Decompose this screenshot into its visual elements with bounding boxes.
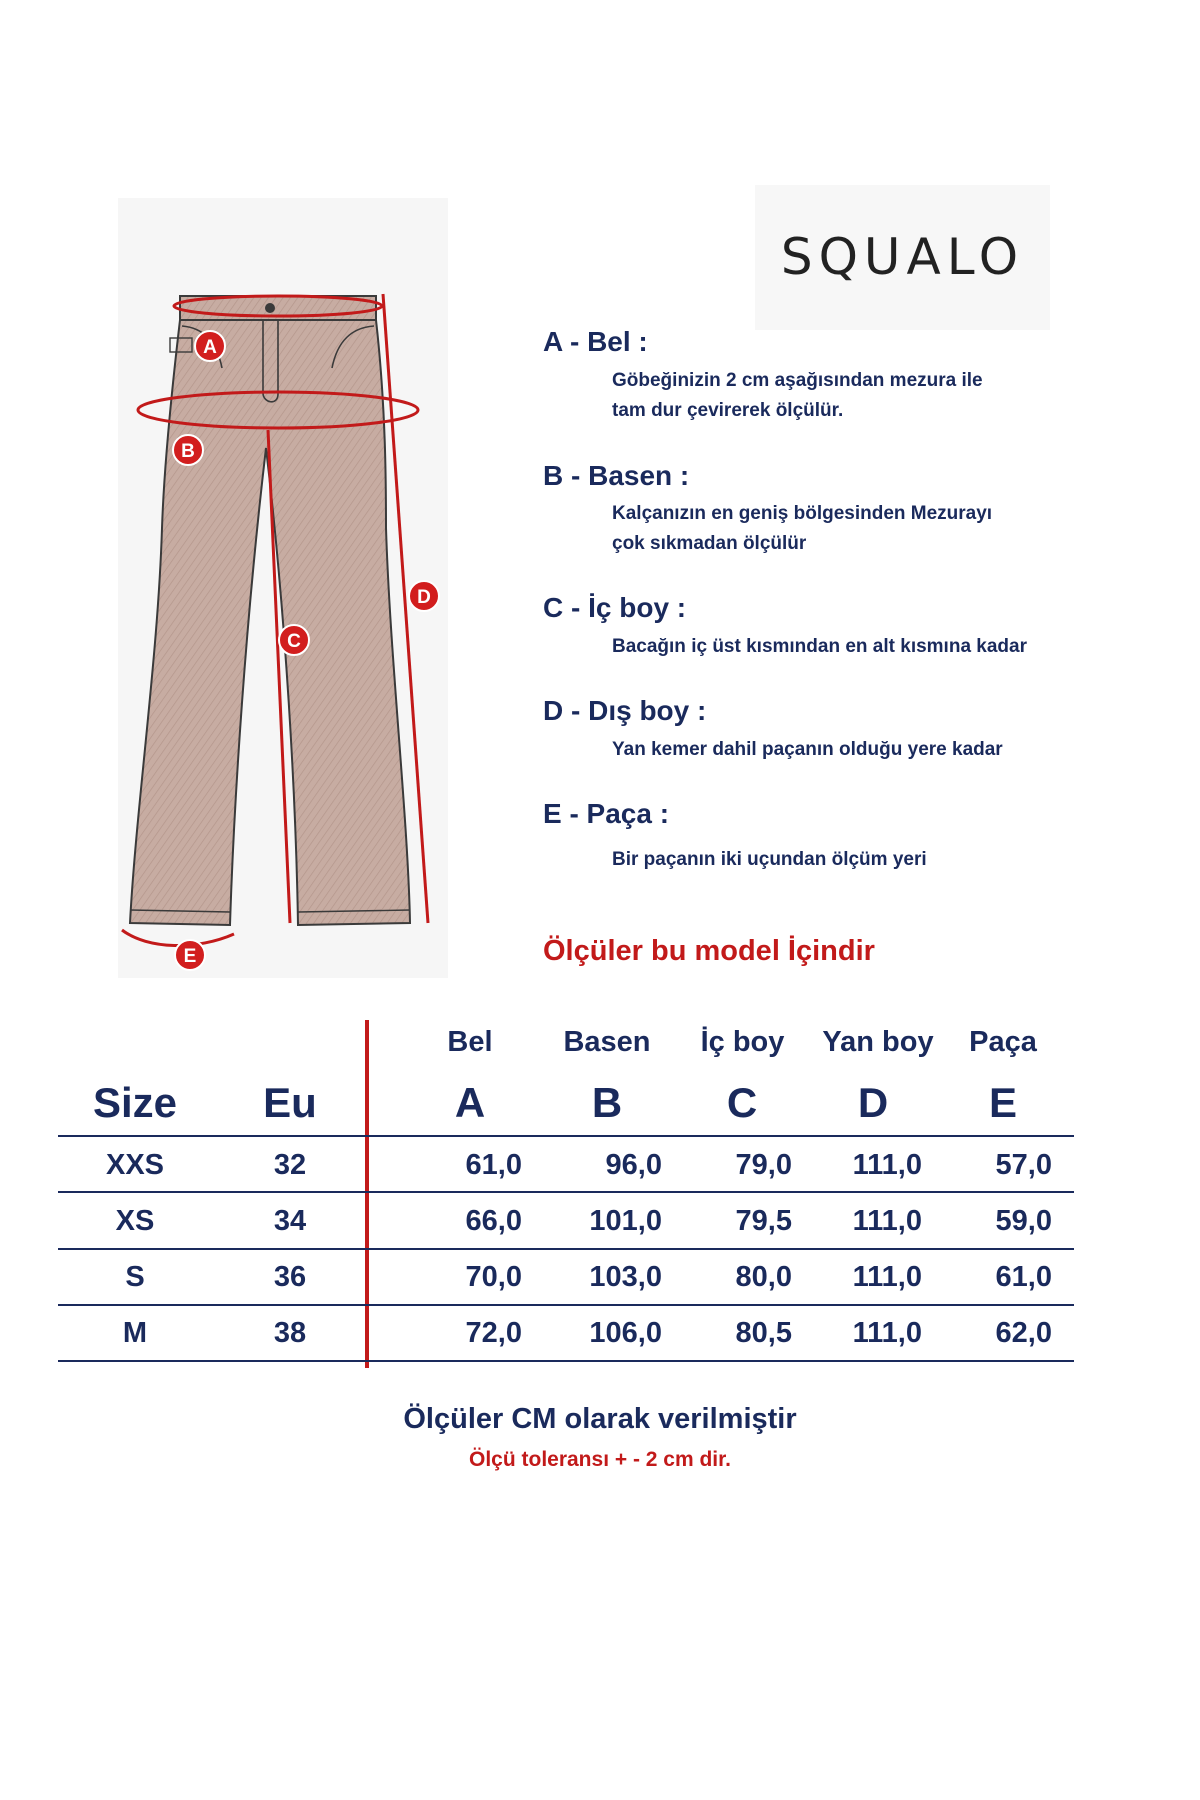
svg-text:B: B — [181, 441, 195, 462]
measurement-a-desc-line2: tam dur çevirerek ölçülür. — [612, 400, 844, 421]
cell-b: 101,0 — [589, 1205, 662, 1237]
cell-e: 61,0 — [995, 1261, 1052, 1293]
header-yan-boy: Yan boy — [822, 1026, 934, 1058]
cell-d: 111,0 — [852, 1149, 922, 1181]
measurement-e-title: E - Paça : — [543, 798, 670, 829]
measurement-c-desc-line1: Bacağın iç üst kısmından en alt kısmına kadar — [612, 636, 1027, 657]
cell-d: 111,0 — [852, 1261, 922, 1293]
header-bel: Bel — [447, 1026, 493, 1058]
table-rule — [58, 1135, 1074, 1137]
cell-eu: 36 — [273, 1261, 307, 1293]
measurement-a-desc-line1: Göbeğinizin 2 cm aşağısından mezura ile — [612, 370, 983, 391]
table-divider — [365, 1020, 369, 1368]
header-e: E — [988, 1079, 1017, 1126]
cell-d: 111,0 — [852, 1205, 922, 1237]
model-note: Ölçüler bu model İçindir — [543, 935, 875, 967]
cell-d: 111,0 — [852, 1317, 922, 1349]
cell-c: 80,0 — [735, 1261, 792, 1293]
table-row — [0, 1149, 1200, 1189]
cell-c: 79,0 — [735, 1149, 792, 1181]
header-d: D — [857, 1079, 889, 1126]
marker-b — [173, 435, 203, 465]
cell-eu: 32 — [273, 1149, 307, 1181]
header-basen: Basen — [563, 1026, 651, 1058]
table-row — [0, 1317, 1200, 1357]
pants-diagram-svg — [118, 198, 448, 978]
cell-b: 103,0 — [589, 1261, 662, 1293]
marker-a — [195, 331, 225, 361]
table-rule — [58, 1360, 1074, 1362]
svg-text:D: D — [417, 587, 431, 608]
header-b: B — [591, 1079, 623, 1126]
header-c: C — [726, 1079, 758, 1126]
measurement-b-title: B - Basen : — [543, 460, 690, 491]
header-ic-boy: İç boy — [700, 1026, 785, 1058]
marker-c — [279, 625, 309, 655]
cell-size: M — [122, 1317, 148, 1349]
cell-eu: 38 — [273, 1317, 307, 1349]
cell-size: XS — [115, 1205, 155, 1237]
marker-e — [175, 940, 205, 970]
header-eu: Eu — [263, 1079, 317, 1126]
svg-text:A: A — [203, 337, 217, 358]
cell-b: 96,0 — [605, 1149, 662, 1181]
pants-button — [265, 303, 275, 313]
header-a: A — [454, 1079, 486, 1126]
cell-a: 66,0 — [465, 1205, 522, 1237]
cell-c: 79,5 — [735, 1205, 792, 1237]
header-size: Size — [92, 1079, 178, 1126]
cell-size: XXS — [105, 1149, 165, 1181]
tolerance-note: Ölçü toleransı + - 2 cm dir. — [468, 1448, 731, 1471]
svg-text:C: C — [287, 631, 301, 652]
table-row — [0, 1261, 1200, 1301]
cell-b: 106,0 — [589, 1317, 662, 1349]
cell-a: 70,0 — [465, 1261, 522, 1293]
measurement-e-desc-line1: Bir paçanın iki uçundan ölçüm yeri — [612, 849, 927, 870]
measurement-b-desc-line2: çok sıkmadan ölçülür — [612, 533, 807, 554]
table-rule — [58, 1191, 1074, 1193]
pants-illustration — [118, 198, 448, 978]
table-rule — [58, 1248, 1074, 1250]
pants-body — [130, 320, 410, 925]
cell-e: 57,0 — [995, 1149, 1052, 1181]
measurement-c-title: C - İç boy : — [543, 592, 687, 623]
cell-e: 59,0 — [995, 1205, 1052, 1237]
header-paca: Paça — [969, 1026, 1037, 1058]
cell-a: 61,0 — [465, 1149, 522, 1181]
cell-eu: 34 — [273, 1205, 307, 1237]
marker-d — [409, 581, 439, 611]
measurement-d-title: D - Dış boy : — [543, 695, 707, 726]
brand-logo-box — [755, 185, 1050, 330]
cell-a: 72,0 — [465, 1317, 522, 1349]
hem-measure-line — [122, 930, 234, 946]
measurement-b-desc-line1: Kalçanızın en geniş bölgesinden Mezurayı — [612, 503, 993, 524]
brand-logo: SQUALO — [780, 228, 1025, 286]
cell-e: 62,0 — [995, 1317, 1052, 1349]
table-row — [0, 1205, 1200, 1245]
cell-c: 80,5 — [735, 1317, 792, 1349]
table-rule — [58, 1304, 1074, 1306]
measurement-d-desc-line1: Yan kemer dahil paçanın olduğu yere kadar — [612, 739, 1003, 760]
units-note: Ölçüler CM olarak verilmiştir — [403, 1403, 797, 1435]
svg-text:E: E — [183, 946, 197, 967]
cell-size: S — [125, 1261, 145, 1293]
measurement-a-title: A - Bel : — [543, 326, 648, 357]
